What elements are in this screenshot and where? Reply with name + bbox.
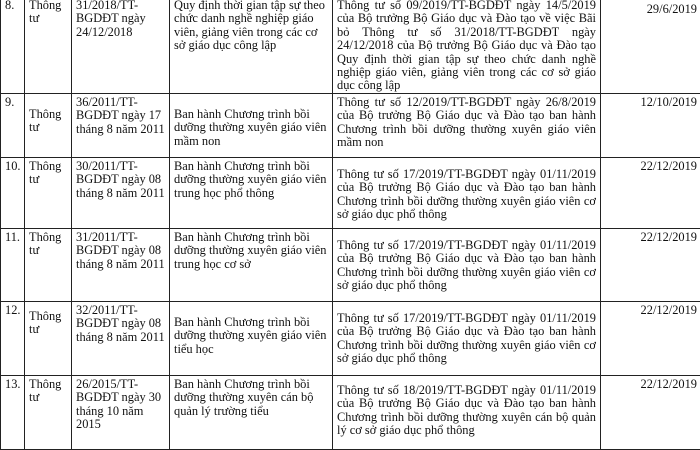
document-type: Thông tư: [25, 0, 72, 93]
document-content: Quy định thời gian tập sự theo chức danh nghề nghiệp giáo viên, giảng viên trong các cơ sở giáo dục công lập: [170, 0, 333, 93]
effective-date: 22/12/2019: [601, 301, 700, 375]
effective-date: 22/12/2019: [601, 228, 700, 301]
document-type: Thông tư: [25, 301, 72, 375]
table-row: [1, 228, 700, 301]
replacement-document: Thông tư số 09/2019/TT-BGDĐT ngày 14/5/2019 của Bộ trưởng Bộ Giáo dục và Đào tạo về việc Bãi bỏ Thông tư số 31/2018/TT-BGDĐT ngày 24/12/2018 của Bộ trưởng Bộ Giáo dục và Đào tạo Quy định thời gian tập sự theo chức danh nghề nghiệp giáo viên, giảng viên trong các cơ sở giáo dục công lập: [333, 0, 601, 93]
replacement-document: Thông tư số 17/2019/TT-BGDĐT ngày 01/11/2019 của Bộ trưởng Bộ Giáo dục và Đào tạo ban hành Chương trình bồi dưỡng thường xuyên giáo viên cơ sở giáo dục phổ thông: [333, 301, 601, 375]
replacement-document: Thông tư số 18/2019/TT-BGDĐT ngày 01/11/2019 của Bộ trưởng Bộ Giáo dục và Đào tạo ban hành Chương trình bồi dưỡng thường xuyên cán bộ quản lý cơ sở giáo dục phổ thông: [333, 375, 601, 449]
replacement-document: Thông tư số 17/2019/TT-BGDĐT ngày 01/11/2019 của Bộ trưởng Bộ Giáo dục và Đào tạo ban hành Chương trình bồi dưỡng thường xuyên giáo viên cơ sở giáo dục phổ thông: [333, 157, 601, 228]
document-type: Thông tư: [25, 157, 72, 228]
row-number: 11.: [1, 228, 25, 301]
effective-date: 22/12/2019: [601, 157, 700, 228]
document-number: 26/2015/TT-BGDĐT ngày 30 tháng 10 năm 2015: [72, 375, 170, 449]
effective-date: 12/10/2019: [601, 93, 700, 157]
row-number: 9.: [1, 93, 25, 157]
document-content: Ban hành Chương trình bồi dưỡng thường xuyên giáo viên mầm non: [170, 93, 333, 157]
row-number: 12.: [1, 301, 25, 375]
document-content: Ban hành Chương trình bồi dưỡng thường xuyên cán bộ quản lý trường tiểu: [170, 375, 333, 449]
row-number: 8.: [1, 0, 25, 93]
effective-date: 22/12/2019: [601, 375, 700, 449]
table-row: [1, 0, 700, 93]
document-type: Thông tư: [25, 93, 72, 157]
row-number: 13.: [1, 375, 25, 449]
document-number: 36/2011/TT-BGDĐT ngày 17 tháng 8 năm 2011: [72, 93, 170, 157]
effective-date: 29/6/2019: [601, 0, 700, 93]
replacement-document: Thông tư số 17/2019/TT-BGDĐT ngày 01/11/2019 của Bộ trưởng Bộ Giáo dục và Đào tạo ban hành Chương trình bồi dưỡng thường xuyên giáo viên cơ sở giáo dục phổ thông: [333, 228, 601, 301]
replacement-document: Thông tư số 12/2019/TT-BGDĐT ngày 26/8/2019 của Bộ trưởng Bộ Giáo dục và Đào tạo ban hành Chương trình bồi dưỡng thường xuyên giáo viên mầm non: [333, 93, 601, 157]
document-type: Thông tư: [25, 228, 72, 301]
table-row: [1, 93, 700, 157]
document-type: Thông tư: [25, 375, 72, 449]
table-row: [1, 375, 700, 449]
document-content: Ban hành Chương trình bồi dưỡng thường xuyên giáo viên tiểu học: [170, 301, 333, 375]
table-row: [1, 301, 700, 375]
document-number: 32/2011/TT-BGDĐT ngày 08 tháng 8 năm 2011: [72, 301, 170, 375]
document-number: 30/2011/TT-BGDĐT ngày 08 tháng 8 năm 2011: [72, 157, 170, 228]
document-content: Ban hành Chương trình bồi dưỡng thường xuyên giáo viên trung học phổ thông: [170, 157, 333, 228]
table-row: [1, 157, 700, 228]
document-number: 31/2011/TT-BGDĐT ngày 08 tháng 8 năm 2011: [72, 228, 170, 301]
row-number: 10.: [1, 157, 25, 228]
document-number: 31/2018/TT-BGDĐT ngày 24/12/2018: [72, 0, 170, 93]
document-content: Ban hành Chương trình bồi dưỡng thường xuyên giáo viên trung học cơ sở: [170, 228, 333, 301]
